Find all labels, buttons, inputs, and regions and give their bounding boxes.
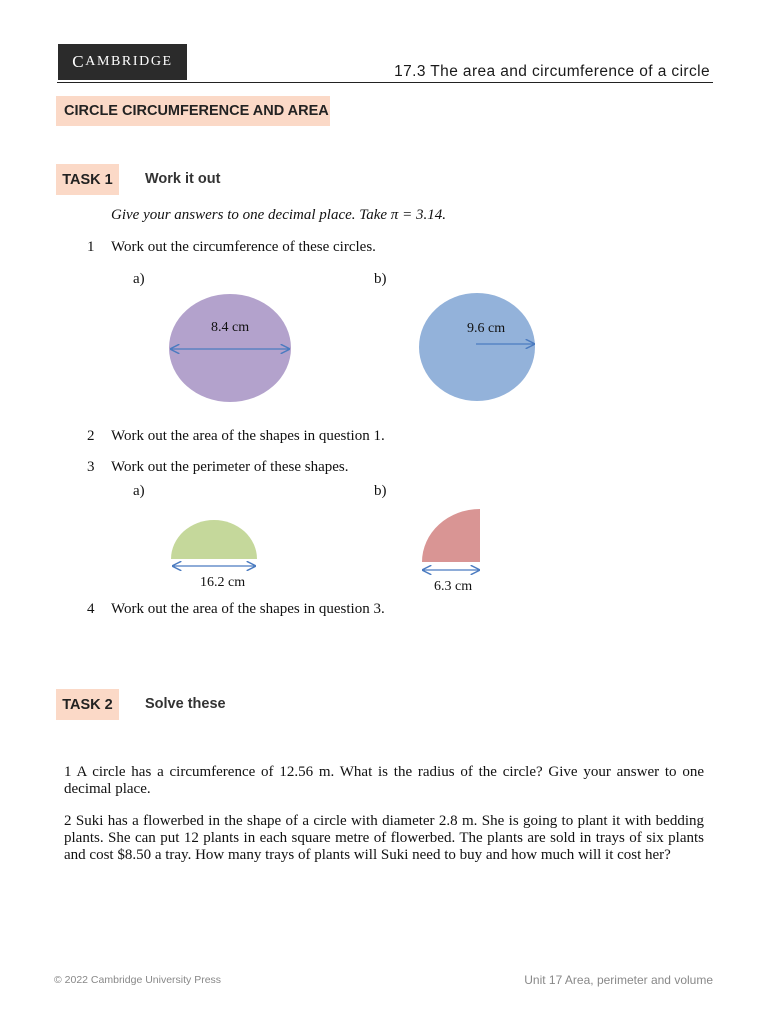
q1-part-b: b) (374, 271, 387, 287)
task1-title: Work it out (145, 171, 221, 187)
circle-b-diagram (410, 288, 550, 408)
task2-question-1: 1 A circle has a circumference of 12.56 m. What is the radius of the circle? Give your answer to one decimal place. (64, 764, 704, 797)
circle-a-shape (169, 294, 291, 402)
quarter-circle-label: 6.3 cm (434, 579, 473, 594)
q3-number: 3 (87, 459, 95, 475)
task1-instruction: Give your answers to one decimal place. Take π = 3.14. (111, 207, 446, 223)
q1-number: 1 (87, 239, 95, 255)
q4-number: 4 (87, 601, 95, 617)
semicircle-shape (171, 520, 257, 559)
logo-text: AMBRIDGE (85, 54, 173, 69)
task2-label: TASK 2 (56, 689, 119, 720)
page-title: 17.3 The area and circumference of a circle (394, 63, 710, 80)
task2-question-2: 2 Suki has a flowerbed in the shape of a circle with diameter 2.8 m. She is going to plant it with bedding plants. She can put 12 plants in each square metre of flowerbed. The plants are sold in trays of six plants and cost $8.50 a tray. How many trays of plants will Suki need to buy and how much will it cost her? (64, 813, 704, 863)
circle-b-label: 9.6 cm (467, 321, 506, 336)
q4-text: Work out the area of the shapes in question 3. (111, 601, 385, 617)
logo-initial: C (72, 52, 86, 71)
footer-unit: Unit 17 Area, perimeter and volume (524, 973, 713, 987)
footer-copyright: © 2022 Cambridge University Press (54, 974, 222, 986)
circle-b-shape (419, 293, 535, 401)
q3-part-b: b) (374, 483, 387, 499)
quarter-circle-shape (422, 509, 480, 562)
q1-text: Work out the circumference of these circles. (111, 239, 376, 255)
task1-label: TASK 1 (56, 164, 119, 195)
header-divider (57, 82, 713, 83)
q3-part-a: a) (133, 483, 145, 499)
q1-part-a: a) (133, 271, 145, 287)
cambridge-logo (58, 44, 187, 80)
task2-title: Solve these (145, 696, 226, 712)
circle-a-label: 8.4 cm (211, 320, 250, 335)
circle-a-diagram (160, 290, 300, 410)
semicircle-diagram (165, 512, 265, 576)
semicircle-label: 16.2 cm (200, 575, 246, 590)
q2-number: 2 (87, 428, 95, 444)
section-label: CIRCLE CIRCUMFERENCE AND AREA (56, 96, 330, 126)
q3-text: Work out the perimeter of these shapes. (111, 459, 349, 475)
quarter-circle-diagram (415, 505, 490, 579)
q2-text: Work out the area of the shapes in question 1. (111, 428, 385, 444)
